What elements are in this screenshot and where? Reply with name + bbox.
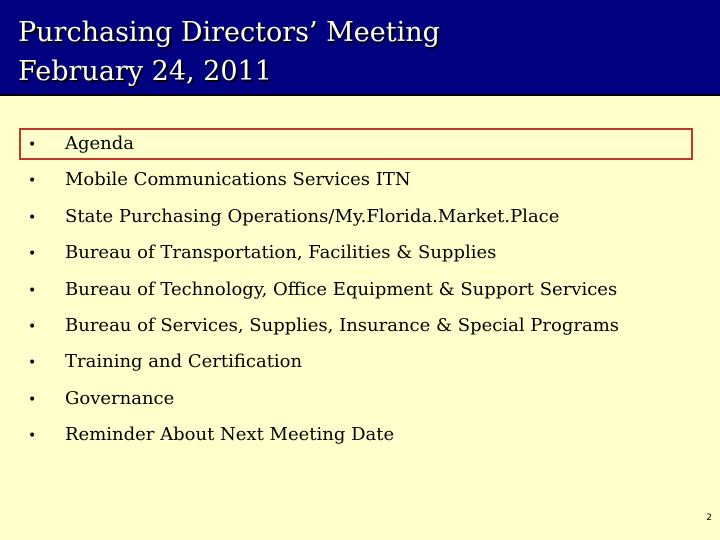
list-item-label: Agenda [65, 133, 135, 154]
list-item-label: State Purchasing Operations/My.Florida.Market.Place [65, 205, 560, 227]
list-item-label: Mobile Communications Services ITN [65, 169, 411, 191]
list-item-bureau-transportation [0, 235, 720, 271]
bullet-icon: • [28, 209, 37, 226]
list-item-reminder [0, 417, 720, 453]
bullet-icon: • [28, 391, 37, 408]
bullet-icon: • [28, 428, 37, 445]
bullet-icon: • [28, 282, 37, 299]
list-item-label: Bureau of Technology, Office Equipment & Support Services [65, 278, 618, 300]
list-item-training [0, 344, 720, 380]
bullet-icon: • [28, 318, 37, 335]
list-item-governance [0, 381, 720, 417]
slide-date: February 24, 2011 [18, 56, 272, 87]
list-item-state-purchasing [0, 199, 720, 235]
bullet-icon: • [28, 355, 37, 372]
page-number: 2 [706, 513, 712, 523]
list-item-label: Reminder About Next Meeting Date [65, 424, 395, 446]
list-item-bureau-services [0, 308, 720, 344]
list-item-label: Bureau of Transportation, Facilities & Supplies [65, 242, 497, 264]
bullet-icon: • [28, 173, 37, 190]
title-bar [0, 0, 720, 96]
agenda-highlight-box [19, 128, 693, 160]
bullet-icon: • [28, 246, 37, 263]
slide-title: Purchasing Directors’ Meeting [18, 17, 440, 48]
list-item-label: Bureau of Services, Supplies, Insurance & Special Programs [65, 314, 620, 336]
list-item-mobile-communications [0, 162, 720, 198]
agenda-list [0, 126, 720, 454]
list-item-label: Training and Certification [65, 351, 303, 373]
bullet-icon: • [28, 137, 37, 153]
list-item-bureau-technology [0, 272, 720, 308]
list-item-label: Governance [65, 387, 175, 409]
